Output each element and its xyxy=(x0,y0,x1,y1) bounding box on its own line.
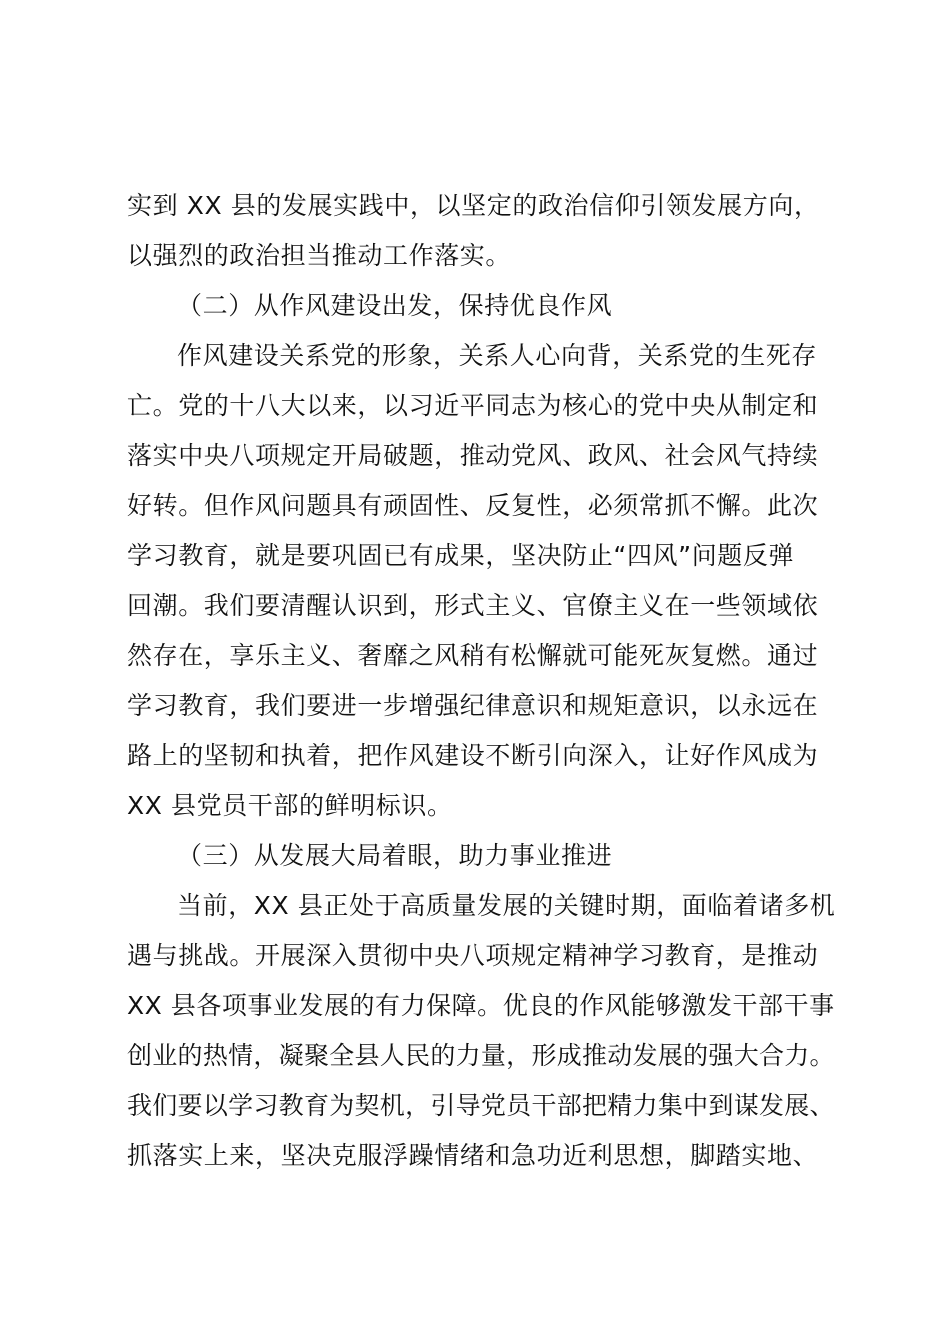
text-line: 遇与挑战。开展深入贯彻中央八项规定精神学习教育，是推动 xyxy=(127,941,819,970)
text-line: 好转。但作风问题具有顽固性、反复性，必须常抓不懈。此次 xyxy=(127,491,819,520)
text-line: 落实中央八项规定开局破题，推动党风、政风、社会风气持续 xyxy=(127,441,819,470)
section-heading-2: （二）从作风建设出发，保持优良作风 xyxy=(177,291,613,320)
text-line: 学习教育，我们要进一步增强纪律意识和规矩意识，以永远在 xyxy=(127,691,819,720)
section-heading-3: （三）从发展大局着眼，助力事业推进 xyxy=(177,841,613,870)
text-line: 抓落实上来，坚决克服浮躁情绪和急功近利思想，脚踏实地、 xyxy=(127,1141,819,1170)
text-line: XX 县党员干部的鲜明标识。 xyxy=(127,791,453,820)
text-line: XX 县各项事业发展的有力保障。优良的作风能够激发干部干事 xyxy=(127,991,835,1020)
text-line: 作风建设关系党的形象，关系人心向背，关系党的生死存 xyxy=(177,341,818,370)
text-line: 实到 XX 县的发展实践中，以坚定的政治信仰引领发展方向， xyxy=(127,191,820,220)
text-line: 以强烈的政治担当推动工作落实。 xyxy=(127,241,512,270)
text-line: 然存在，享乐主义、奢靡之风稍有松懈就可能死灰复燃。通过 xyxy=(127,641,819,670)
text-line: 学习教育，就是要巩固已有成果，坚决防止“四风”问题反弹 xyxy=(127,541,795,570)
text-line: 亡。党的十八大以来，以习近平同志为核心的党中央从制定和 xyxy=(127,391,819,420)
text-line: 回潮。我们要清醒认识到，形式主义、官僚主义在一些领域依 xyxy=(127,591,819,620)
text-line: 创业的热情，凝聚全县人民的力量，形成推动发展的强大合力。 xyxy=(127,1041,835,1070)
text-line: 我们要以学习教育为契机，引导党员干部把精力集中到谋发展、 xyxy=(127,1091,835,1120)
text-line: 路上的坚韧和执着，把作风建设不断引向深入，让好作风成为 xyxy=(127,741,819,770)
text-line: 当前，XX 县正处于高质量发展的关键时期，面临着诸多机 xyxy=(177,891,836,920)
